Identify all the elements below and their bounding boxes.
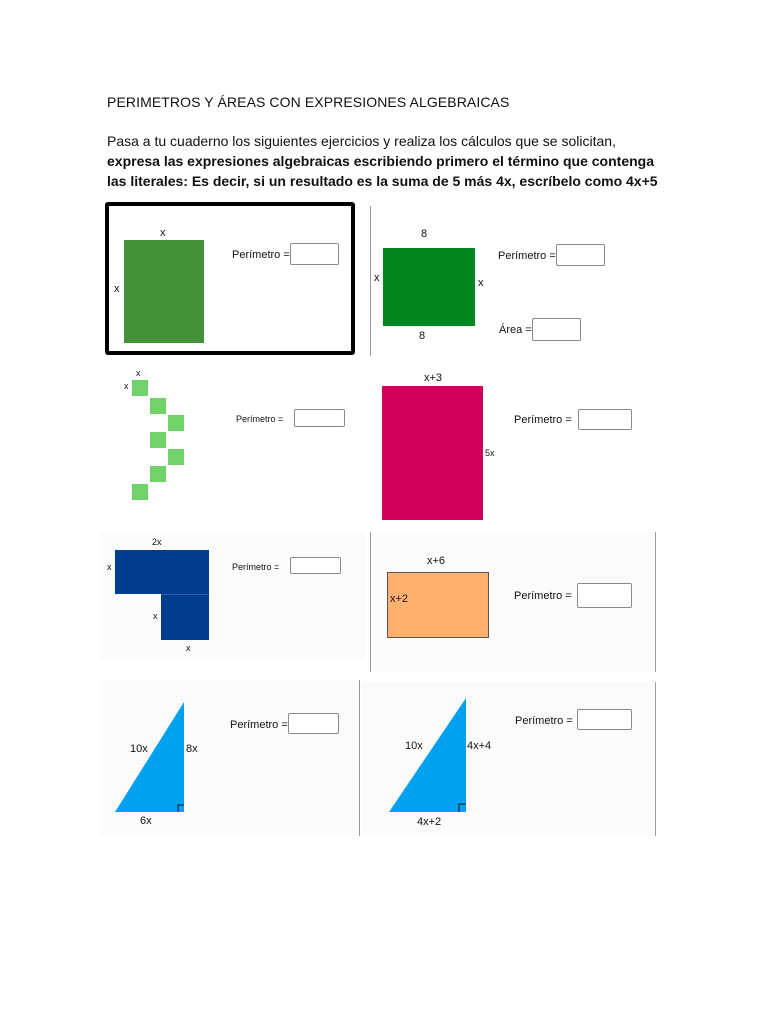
exercise-1-perimeter-answer-box[interactable] [290,243,339,265]
page-title: PERIMETROS Y ÁREAS CON EXPRESIONES ALGEBRAICAS [107,94,510,110]
instructions-text: Pasa a tu cuaderno los siguientes ejercicios y realiza los cálculos que se solicitan, [107,133,616,149]
exercise-7-triangle [115,702,184,812]
exercise-2-perimeter-answer-box[interactable] [556,244,605,266]
exercise-3-square [168,415,184,431]
exercise-6-top-label: x+6 [427,555,446,567]
exercise-3-perimeter-label: Perímetro = [236,414,284,424]
exercise-4-right-label: 5x [485,448,495,458]
exercise-7-perimeter-answer-box[interactable] [288,713,339,734]
exercise-3-square [132,380,148,396]
exercise-5-bottom-label: x [186,643,191,653]
exercise-7-perimeter-label: Perímetro = [230,719,288,731]
exercise-3-square [150,432,166,448]
exercise-7-base-label: 6x [140,815,152,827]
exercise-6-perimeter-label: Perímetro = [514,590,572,602]
exercise-6-rectangle [387,572,489,638]
exercise-8-triangle [389,698,466,812]
exercise-5-shape-seam [161,594,209,595]
exercise-3-square [150,466,166,482]
instructions [107,131,667,191]
exercise-2-area-label: Área = [499,324,532,336]
exercise-2-top-label: 8 [421,228,428,240]
exercise-5-left-label: x [107,562,112,572]
exercise-7-side-label: 8x [186,743,198,755]
exercise-4-top-label: x+3 [424,372,443,384]
divider-row-3-right [655,532,656,672]
exercise-2-left-label: x [374,272,380,284]
exercise-5-shape-top [115,550,209,594]
exercise-3-left-label: x [124,381,129,391]
exercise-2-right-label: x [478,277,484,289]
exercise-7-hypotenuse-label: 10x [130,743,148,755]
exercise-3-square [168,449,184,465]
exercise-8-side-label: 4x+4 [467,740,492,752]
exercise-4-perimeter-answer-box[interactable] [578,409,632,430]
exercise-6-left-label: x+2 [390,593,409,605]
exercise-1-left-label: x [114,283,120,295]
exercise-6-perimeter-answer-box[interactable] [577,583,632,608]
instructions-bold-text: expresa las expresiones algebraicas escribiendo primero el término que contenga las literales: Es decir, si un resultado es la suma de 5 más 4x, escríbelo como 4x+5 [107,153,658,189]
exercise-1-top-label: x [160,227,166,239]
exercise-3-square [132,484,148,500]
exercise-8-perimeter-label: Perímetro = [515,715,573,727]
exercise-5-mid-label: x [153,611,158,621]
exercise-3-top-label: x [136,368,141,378]
exercise-4-rectangle [382,386,483,520]
exercise-2-perimeter-label: Perímetro = [498,250,556,262]
exercise-4-perimeter-label: Perímetro = [514,414,572,426]
exercise-7-triangle-figure [100,690,360,836]
divider-row-3 [370,532,371,672]
exercise-3-square [150,398,166,414]
exercise-8-triangle-figure [380,690,500,836]
exercise-3-perimeter-answer-box[interactable] [294,409,345,427]
divider-row-4-right [655,682,656,836]
exercise-8-perimeter-answer-box[interactable] [577,709,632,730]
exercise-1-perimeter-label: Perímetro = [232,249,290,261]
exercise-5-perimeter-label: Perímetro = [232,562,280,572]
exercise-2-area-answer-box[interactable] [532,318,581,341]
exercise-5-shape-bottom [161,594,209,640]
exercise-2-bottom-label: 8 [419,330,426,342]
exercise-8-base-label: 4x+2 [417,816,442,828]
exercise-8-hypotenuse-label: 10x [405,740,423,752]
exercise-5-perimeter-answer-box[interactable] [290,557,341,574]
exercise-1-square [124,240,204,343]
exercise-5-top-label: 2x [152,537,162,547]
exercise-2-rectangle [383,248,475,326]
divider-row-1 [370,206,371,356]
